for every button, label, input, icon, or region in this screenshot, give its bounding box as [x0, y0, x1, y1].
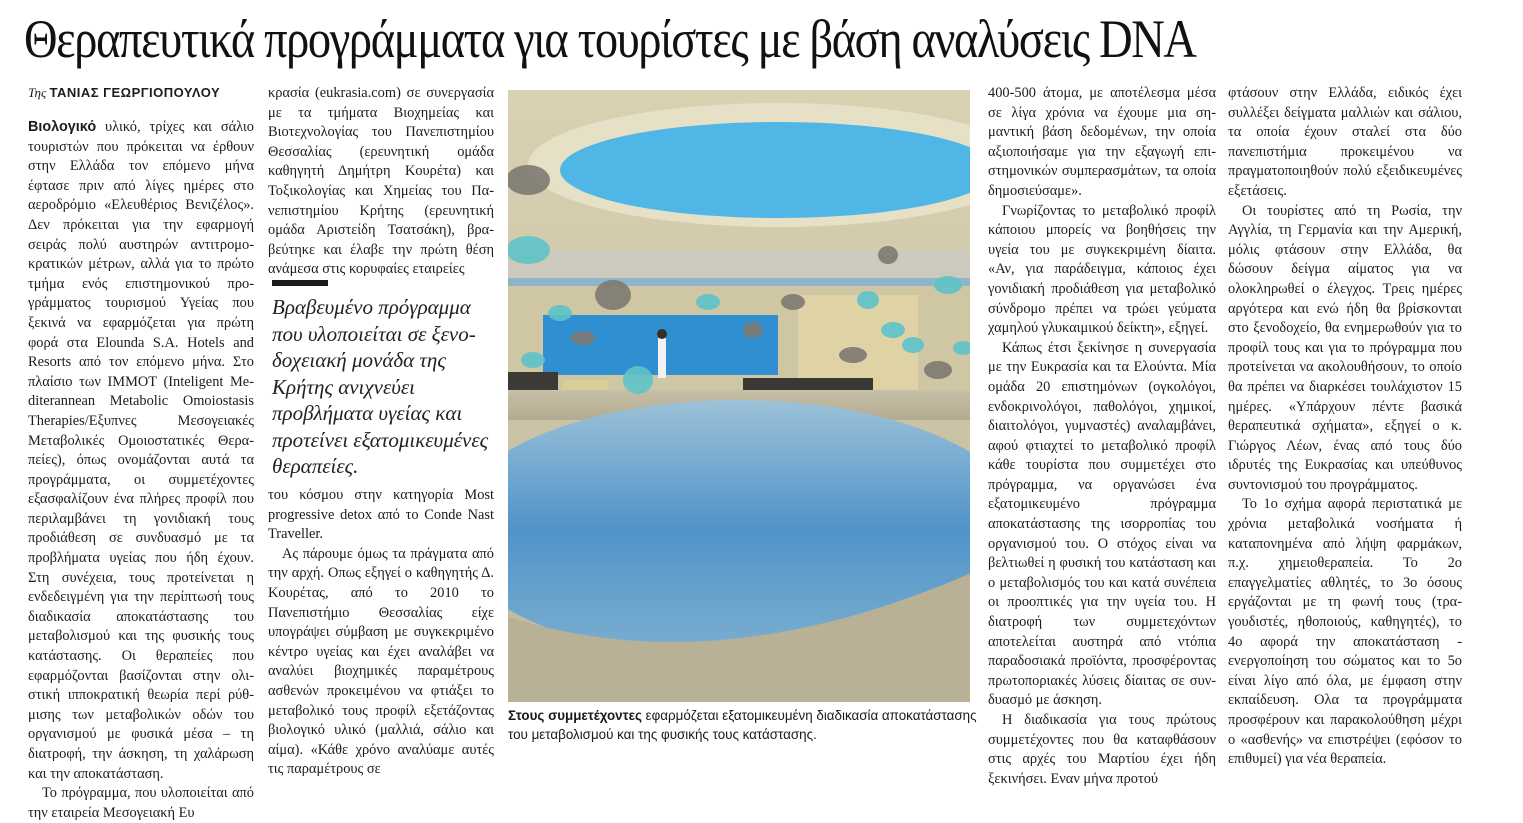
article-column-2-continued — [268, 486, 494, 780]
article-column-4 — [988, 84, 1216, 789]
paragraph: φτάσουν στην Ελλάδα, ειδικός έχει συλλέξει δείγματα μαλλιών και σάλιου, τα οποία έχουν σταλεί στα δύο πανεπιστήμια προκειμένου να πραγματοποιηθούν πολύ εξειδικευμένες εξετάσεις. — [1228, 85, 1462, 199]
photo-caption — [508, 706, 978, 744]
byline-prefix: Της — [28, 85, 50, 100]
article-column-2 — [268, 84, 494, 280]
byline — [28, 84, 254, 102]
headline: Θεραπευτικά προγράμματα για τουρίστες με βάση αναλύσεις DNA — [24, 9, 1196, 69]
caption-text: εφαρμόζεται εξατομικευμένη διαδικασία αποκατάστασης του μεταβολισμού και της φυσικής τους κατάστασης. — [508, 708, 977, 742]
pullquote-rule — [272, 280, 328, 286]
paragraph: κρασία (eukrasia.com) σε συνεργασία με τα τμήματα Βιοχημείας και Βιοτεχνολογίας του Πανεπιστημίου Θεσσαλίας (ερευνητική ομάδα καθηγητή Δημήτρη Κουρέτα) και Τοξικολογίας και Χημείας του Πανεπιστημίου Κρήτης (ερευνητική ομάδα Αριστείδη Τσατσάκη), βραβεύτηκε και έλαβε την πρώτη θέση ανάμεσα στις κορυφαίες εταιρείες — [268, 85, 494, 278]
paragraph: Το 1ο σχήμα αφορά περιστατικά με χρόνια μεταβολικά νοσήματα ή καταπονημένα από λήψη φαρμάκων, π.χ. χημειοθεραπεία. Το 2ο επαγγελματίες αθλητές, το 3ο όσους εργάζονται με τη φωνή τους (τραγουδιστές, ηθοποιούς, καθηγητές), το 4ο αφορά την αποκατάσταση - ενεργοποίηση του σώματος και το 5ο είναι λίγο από όλα, με έμφαση στην εκπαίδευση. Ολα τα προγράμματα προσφέρουν και παρακολούθηση μέχρι ο «ασθενής» να επιστρέψει (εφόσον το επιθυμεί) για νέα θεραπεία. — [1228, 496, 1462, 768]
byline-author: ΤΑΝΙΑΣ ΓΕΩΡΓΙΟΠΟΥΛΟΥ — [49, 85, 221, 100]
article-column-5 — [1228, 84, 1462, 770]
paragraph-text: υλικό, τρίχες και σάλιο τουριστών που πρόκειται να έρθουν στην Ελλάδα τον επόμενο μήνα έφτασε πριν από λίγες ημέρες στο αεροδρόμιο «Ελευθέριος Βενιζέλος». Δεν πρόκειται για την εφαρμογή σειράς πολύ αυστηρών αντιτρομοκρατικών μέτρων, αλλά για το πρώτο τμήμα ενός επιστημονικού προγράμματος τουρισμού Υγείας που ξεκινά να εφαρμόζεται για πρώτη φορά στα Elounda S.A. Hotels and Resorts από τον επόμενο μήνα. Στο πλαίσιο των IMMOT (Inteligent Mediterannean Metabolic Omoiostasis Therapies/Εξυπνες Μεσογειακές Μεταβολικές Ομοιοστατικές Θεραπείες), όπως ονομάζονται αυτά τα προγράμματα, οι συμμετέχοντες εξασφαλίζουν ένα πλήρες προφίλ που περιλαμβάνει τη γονιδιακή τους προδιάθεση σε συνδυασμό με τα προβλήματα υγείας που ήδη έχουν. Στη συνέχεια, τους προτείνεται η ενδεδειγμένη για την περίπτωσή τους διαδικασία αποκατάστασης του μεταβολισμού και της φυσικής τους κατάστασης. Οι θεραπείες που εφαρμόζονται βασίζονται στην ολιστική ιπποκρατική θεωρία περί ρύθμισης των μεταβολικών οδών του οργανισμού με φυσικά μέσα – τη διατροφή, την άσκηση, τη χαλάρωση και την αποκατάσταση. — [28, 119, 254, 782]
spa-pool-photo — [508, 90, 970, 702]
paragraph: Κάπως έτσι ξεκίνησε η συνεργασία με την Ευκρασία και τα Ελούντα. Μία ομάδα 20 επιστημόνων (ογκολόγοι, ενδοκρινολόγοι, παθολόγοι, χημικοί, διαιτολόγοι, γυμναστές) αναλαμβάνει, αφού φτιαχτεί το μεταβολικό προφίλ κάθε τουρίστα που συμμετέχει στο πρόγραμμα, να οργανώσει ένα εξατομικευμένο πρόγραμμα αποκατάστασης της ισορροπίας του οργανισμού του. Ο στόχος είναι να βελτιωθεί η φυσική του κατάσταση και ο μεταβολισμός του και κατά συνέπεια οι προοπτικές για την υγεία του. Η διατροφή των συμμετεχόντων αποτελείται αυστηρά από ντόπια παραδοσιακά προϊόντα, προσφέροντας πρωτοποριακές λύσεις δίαιτας σε συνδυασμό με άσκηση. — [988, 339, 1216, 709]
paragraph: Ας πάρουμε όμως τα πράγματα από την αρχή. Οπως εξηγεί ο καθηγητής Δ. Κουρέτας, από το 2010 το Πανεπιστήμιο Θεσσαλίας είχε υπογράψει σύμβαση με συγκεκριμένο κέντρο υγείας και έχει αναλάβει να αναλύει βιοχημικές παραμέτρους ασθενών προκειμένου να φτιάξει το μεταβολικό τους προφίλ εξετάζοντας βιολογικό υλικό (μαλλιά, σάλιο και αίμα). «Κάθε χρόνο αναλύαμε αυτές τις παραμέτρους σε — [268, 545, 494, 778]
pullquote: Βραβευμένο πρόγραμμα που υλοποιείται σε ξενοδοχειακή μονάδα της Κρήτης ανιχνεύει προβλήματα υγείας και προτείνει εξατομικευμένες θεραπείες. — [272, 295, 489, 478]
paragraph: 400-500 άτομα, με αποτέλεσμα μέσα σε λίγα χρόνια να έχουμε μια σημαντική βάση δεδομένων, την οποία αξιοποιήσαμε για την εξαγωγή επιστημονικών συμπερασμάτων, τα οποία δημοσιεύσαμε». — [988, 85, 1216, 199]
paragraph — [28, 118, 254, 784]
paragraph: Οι τουρίστες από τη Ρωσία, την Αγγλία, τη Γερμανία και την Αμερική, μόλις φτάσουν στην Ελλάδα, θα δώσουν δείγμα αίματος για να ολοκληρωθεί ο έλεγχος. Τρεις ημέρες αργότερα και ενώ ήδη θα βρίσκονται στο ξενοδοχείο, θα ενημερωθούν για το προφίλ τους και για το πρόγραμμα που προτείνεται να ακολουθήσουν, το οποίο θα πρέπει να διαρκέσει τουλάχιστον 15 ημέρες. «Υπάρχουν πέντε βασικά θεραπευτικά σχήματα», εξηγεί ο κ. Γιώργος Λέων, ένας από τους δύο ιδρυτές της Ευκρασίας και υπεύθυνος συντονισμού του προγράμματος. — [1228, 202, 1462, 493]
article-column-1 — [28, 84, 254, 823]
caption-lead: Στους συμμετέχοντες — [508, 708, 642, 723]
paragraph: Η διαδικασία για τους πρώτους συμμετέχοντες που θα καταφθάσουν στις αρχές του Μαρτίου έχει ήδη ξεκινήσει. Εναν μήνα προτού — [988, 712, 1216, 787]
paragraph: Γνωρίζοντας το μεταβολικό προφίλ κάποιου μπορείς να βοηθήσεις την υγεία του με συγκεκριμένη δίαιτα. «Αν, για παράδειγμα, κάποιος έχει γονιδιακή προδιάθεση για μεταβολικό σύνδρομο πρέπει να τρώει γεύματα χαμηλού γλυκαιμικού δείκτη», εξηγεί. — [988, 202, 1216, 337]
paragraph: Το πρόγραμμα, που υλοποιείται από την εταιρεία Μεσογειακή Ευ — [28, 785, 254, 821]
lead-word: Βιολογικό — [28, 119, 97, 135]
paragraph: του κόσμου στην κατηγορία Most progressive detox από το Conde Nast Traveller. — [268, 487, 494, 543]
